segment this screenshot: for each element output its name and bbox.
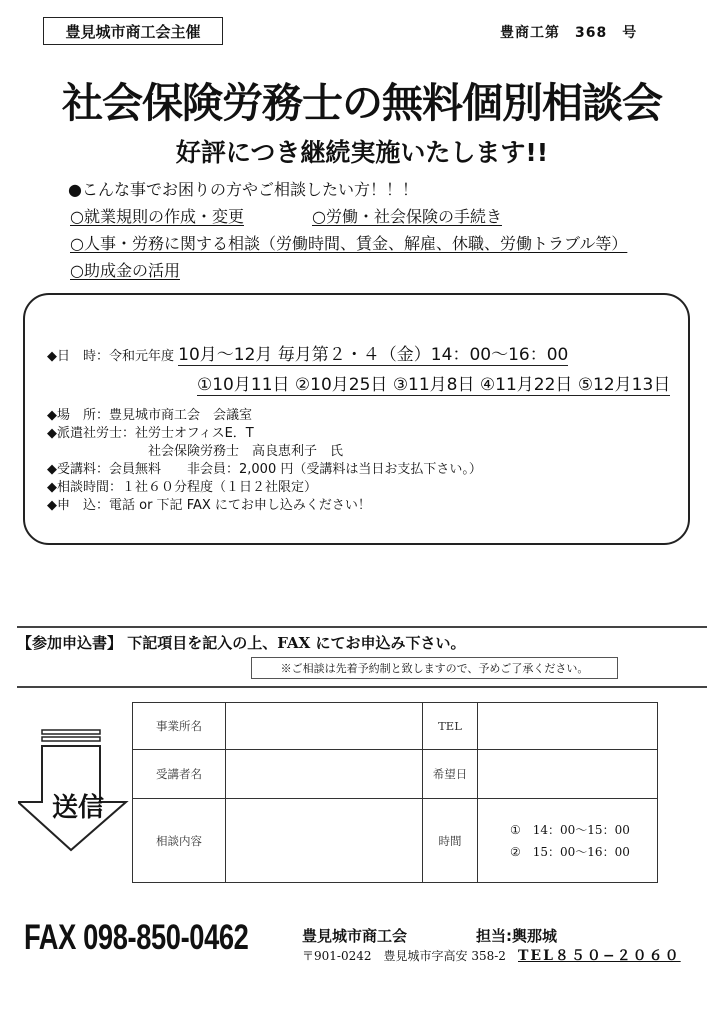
time-slot-2[interactable]: ② 15：00〜16：00 — [510, 844, 630, 859]
attendee-label: 受講者名 — [133, 750, 226, 799]
footer-address: 〒901-0242 豊見城市字高安 358-2 — [302, 949, 506, 963]
content-field[interactable] — [226, 799, 423, 883]
content-label: 相談内容 — [133, 799, 226, 883]
topic-work-rules: ○就業規則の作成・変更 — [70, 207, 244, 226]
date-label-cell: 希望日 — [423, 750, 478, 799]
document-number: 豊商工第 368 号 — [500, 25, 638, 41]
company-label: 事業所名 — [133, 703, 226, 750]
footer-org: 豊見城市商工会 — [302, 927, 408, 945]
date-main: 10月〜12月 毎月第２・４（金）14：00〜16：00 — [178, 345, 569, 365]
session-dates: ①10月11日 ②10月25日 ③11月8日 ④11月22日 ⑤12月13日 — [197, 370, 670, 396]
topic-hr-consult: ○人事・労務に関する相談（労働時間、賃金、解雇、休職、労働トラブル等） — [70, 234, 628, 253]
tel-label: TEL — [423, 703, 478, 750]
divider-top — [17, 626, 707, 628]
attendee-field[interactable] — [226, 750, 423, 799]
reservation-note: ※ご相談は先着予約制と致しますので、予めご了承ください。 — [251, 657, 618, 679]
time-slot-1[interactable]: ① 14：00〜15：00 — [510, 822, 630, 837]
time-label: 時間 — [423, 799, 478, 883]
page-title: 社会保険労務士の無料個別相談会 — [62, 79, 662, 127]
venue: ◆場 所：豊見城市商工会 会議室 — [47, 408, 252, 423]
application-form — [132, 702, 658, 883]
fax-number: FAX 098-850-0462 — [24, 918, 249, 957]
topic-insurance: ○労働・社会保険の手続き — [312, 207, 502, 226]
send-label: 送信 — [52, 793, 105, 823]
organizer-label: 豊見城市商工会主催 — [43, 17, 223, 45]
footer-tel: TEL８５０−２０６０ — [518, 948, 681, 964]
consult-time: ◆相談時間：１社６０分程度（１日２社限定） — [47, 480, 317, 495]
application-heading: 【参加申込書】 下記項目を記入の上、FAX にてお申込み下さい。 — [17, 634, 466, 652]
company-field[interactable] — [226, 703, 423, 750]
intro-lead: ●こんな事でお困りの方やご相談したい方！！！ — [68, 180, 418, 199]
apply-method: ◆申 込：電話 or 下記 FAX にてお申し込みください！ — [47, 498, 371, 513]
divider-bottom — [17, 686, 707, 688]
page-subtitle: 好評につき継続実施いたします!! — [175, 138, 549, 167]
date-label-text: ◆日 時：令和元年度 — [47, 349, 174, 364]
tel-field[interactable] — [478, 703, 658, 750]
fee: ◆受講料：会員無料 非会員：2,000 円（受講料は当日お支払下さい。） — [47, 462, 482, 477]
time-slots[interactable] — [478, 799, 658, 883]
dispatch-office: ◆派遣社労士：社労士オフィスE．T — [47, 426, 254, 441]
dispatch-person: 社会保険労務士 高良恵利子 氏 — [148, 444, 344, 459]
date-field[interactable] — [478, 750, 658, 799]
topic-subsidy: ○助成金の活用 — [70, 261, 180, 280]
footer-contact: 担当:輿那城 — [476, 927, 557, 945]
date-label — [47, 340, 568, 365]
